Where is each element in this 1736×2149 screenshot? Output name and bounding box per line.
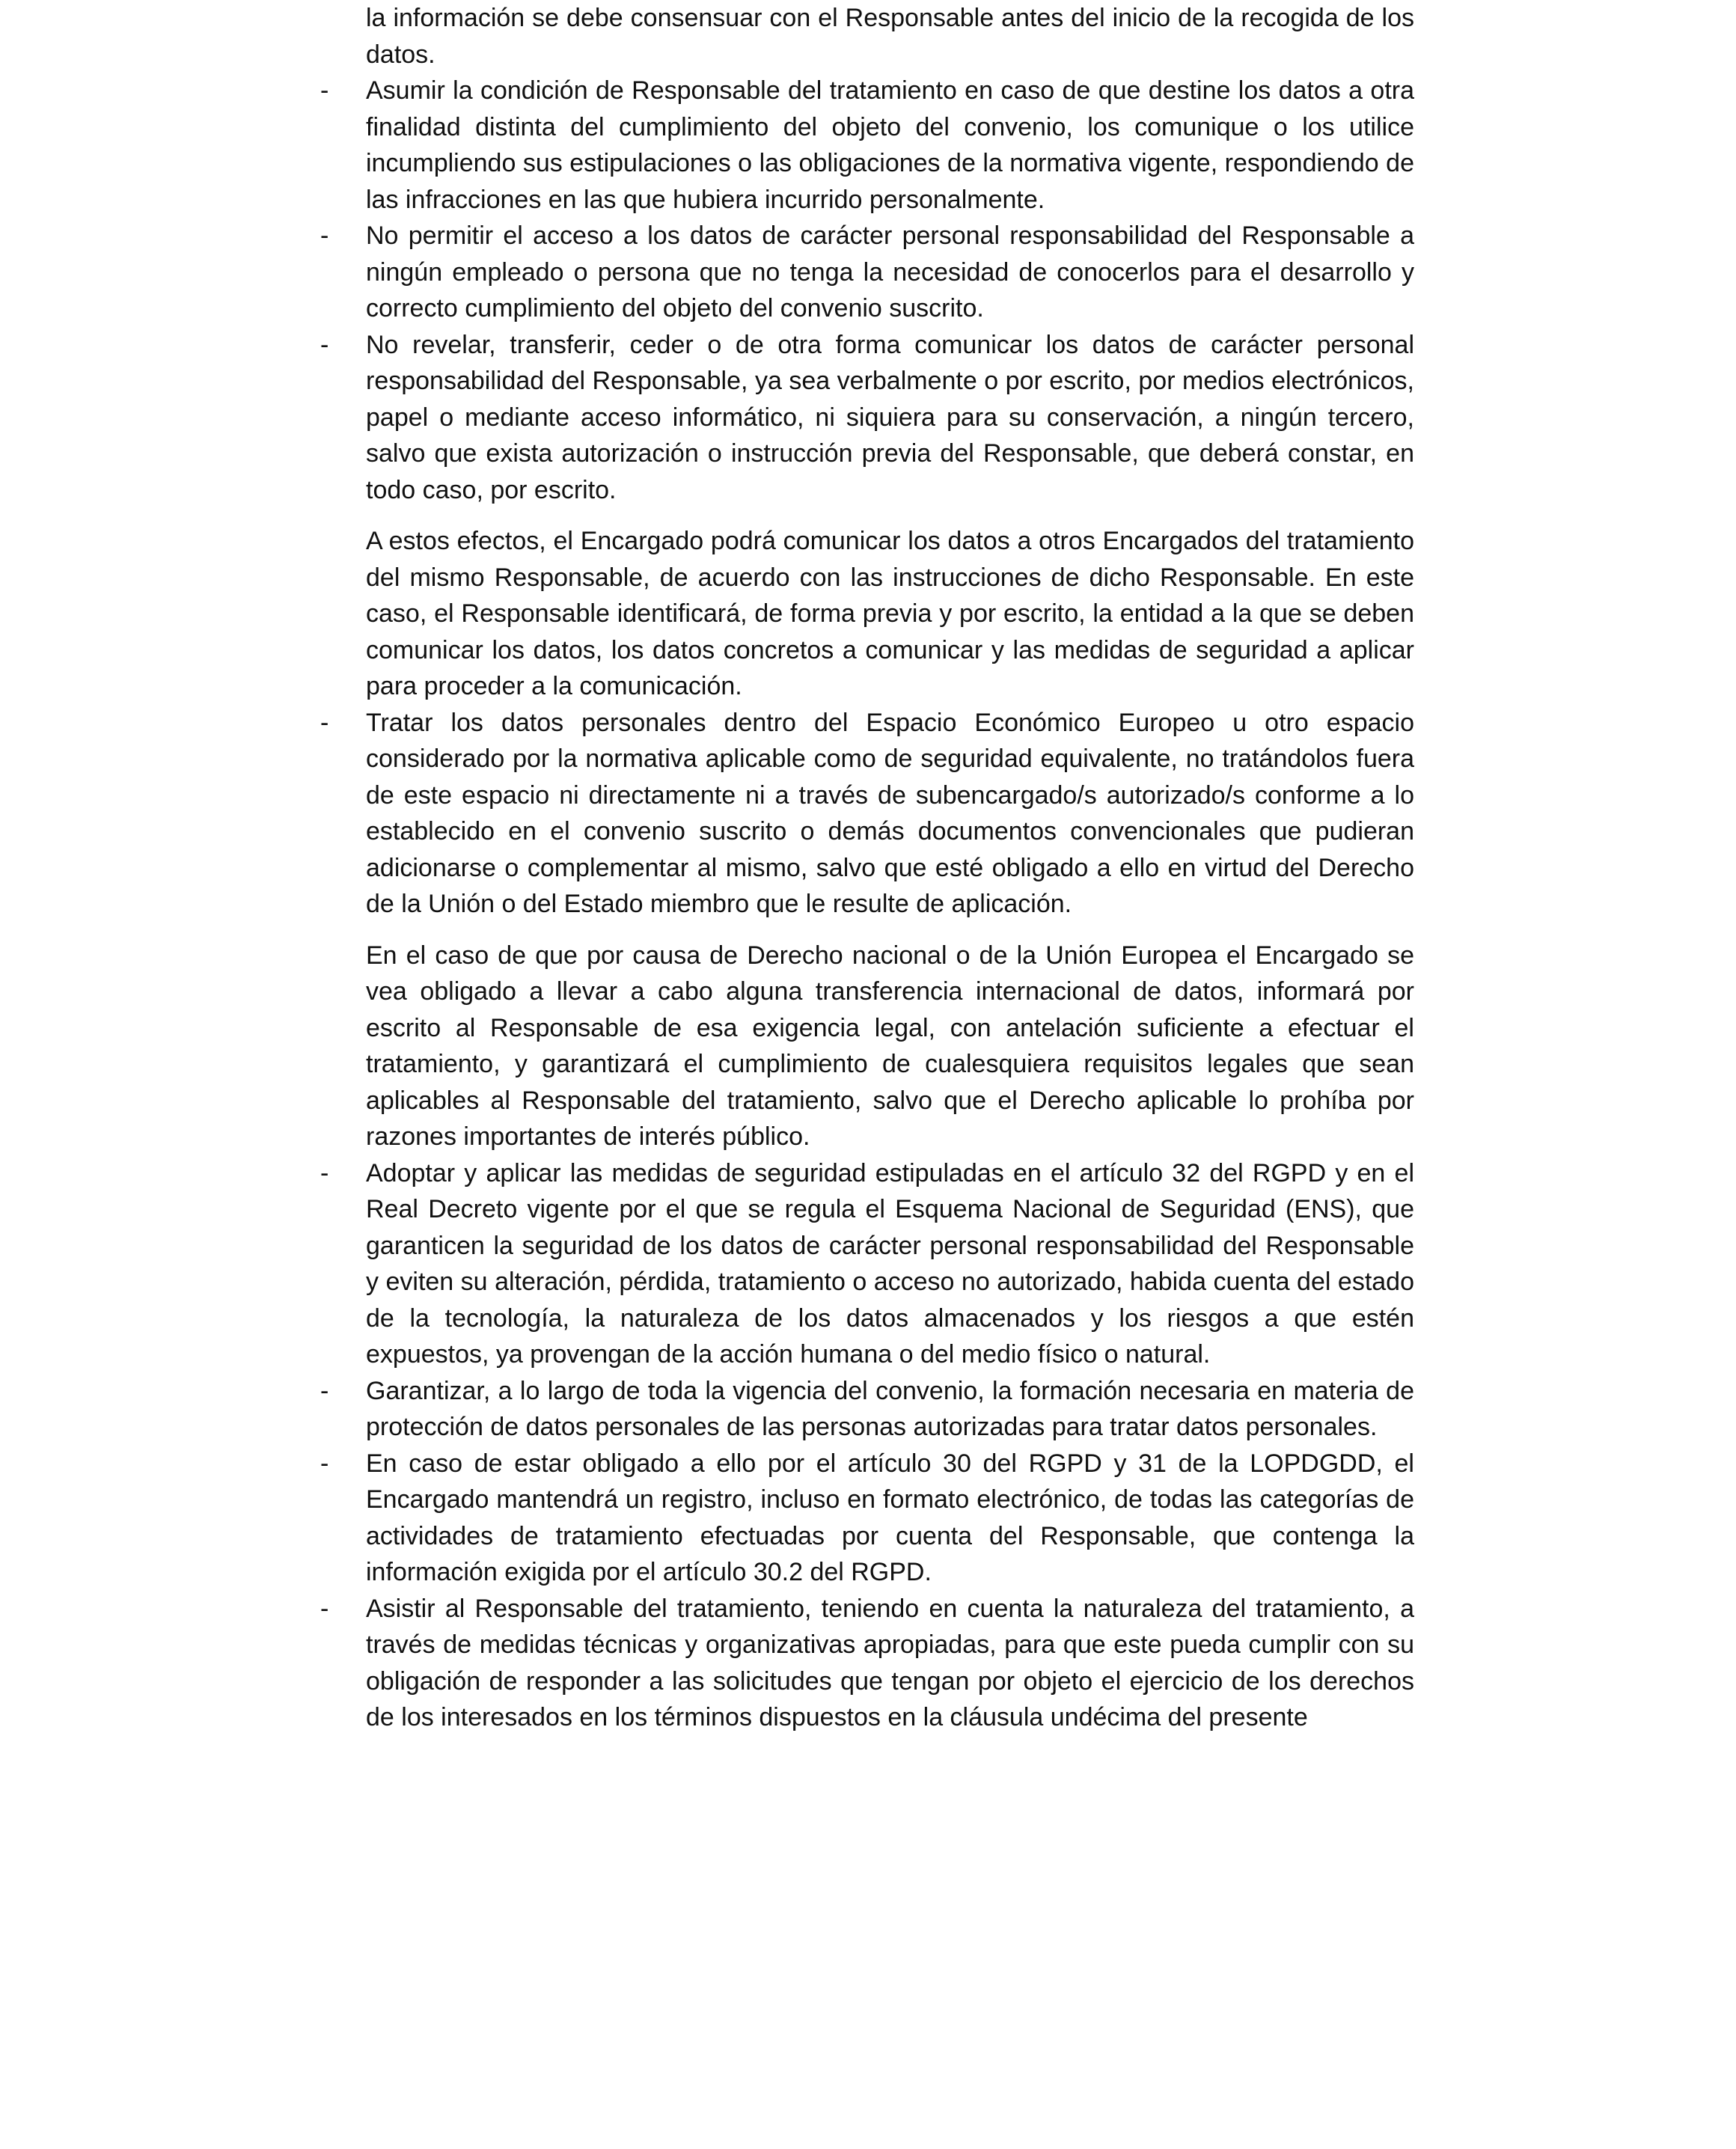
list-item-text: Tratar los datos personales dentro del Espacio Económico Europeo u otro espacio considerado por la normativa aplicable como de seguridad equivalente, no tratándolos fuera de este espacio ni directamente ni a través de subencargado/s autorizado/s conforme a lo establecido en el convenio suscrito o demás documentos convencionales que pudieran adicionarse o complementar al mismo, salvo que esté obligado a ello en virtud del Derecho de la Unión o del Estado miembro que le resulte de aplicación.	[366, 708, 1414, 918]
indented-paragraph: En el caso de que por causa de Derecho nacional o de la Unión Europea el Encargado se vea obligado a llevar a cabo alguna transferencia internacional de datos, informará por escrito al Responsable de esa exigencia legal, con antelación suficiente a efectuar el tratamiento, y garantizará el cumplimiento de cualesquiera requisitos legales que sean aplicables al Responsable del tratamiento, salvo que el Derecho aplicable lo prohíba por razones importantes de interés público.	[366, 941, 1414, 1151]
list-item	[320, 1591, 1414, 1736]
list-item-text: No permitir el acceso a los datos de carácter personal responsabilidad del Responsable a ningún empleado o persona que no tenga la necesidad de conocerlos para el desarrollo y correcto cumplimiento del objeto del convenio suscrito.	[366, 221, 1414, 322]
list-item-text: En caso de estar obligado a ello por el artículo 30 del RGPD y 31 de la LOPDGDD, el Encargado mantendrá un registro, incluso en formato electrónico, de todas las categorías de actividades de tratamiento efectuadas por cuenta del Responsable, que contenga la información exigida por el artículo 30.2 del RGPD.	[366, 1449, 1414, 1586]
list-item	[320, 1155, 1414, 1373]
bullet-dash: -	[320, 1449, 329, 1478]
bullet-dash: -	[320, 1158, 329, 1187]
bullet-dash: -	[320, 708, 329, 737]
bullet-dash: -	[320, 221, 329, 250]
list-item-text: Asumir la condición de Responsable del tratamiento en caso de que destine los datos a otra finalidad distinta del cumplimiento del objeto del convenio, los comunique o los utilice incumpliendo sus estipulaciones o las obligaciones de la normativa vigente, respondiendo de las infracciones en las que hubiera incurrido personalmente.	[366, 76, 1414, 214]
list-item	[320, 1373, 1414, 1446]
document-body	[320, 0, 1414, 1736]
list-item	[320, 705, 1414, 923]
list-item	[320, 1446, 1414, 1591]
bullet-dash: -	[320, 1594, 329, 1623]
list-item-text: Adoptar y aplicar las medidas de seguridad estipuladas en el artículo 32 del RGPD y en el Real Decreto vigente por el que se regula el Esquema Nacional de Seguridad (ENS), que garanticen la seguridad de los datos de carácter personal responsabilidad del Responsable y eviten su alteración, pérdida, tratamiento o acceso no autorizado, habida cuenta del estado de la tecnología, la naturaleza de los datos almacenados y los riesgos a que estén expuestos, ya provengan de la acción humana o del medio físico o natural.	[366, 1158, 1414, 1369]
continuation-paragraph: la información se debe consensuar con el Responsable antes del inicio de la recogida de los datos.	[366, 4, 1414, 69]
list-item	[320, 218, 1414, 327]
list-item	[320, 327, 1414, 509]
bullet-dash: -	[320, 330, 329, 359]
list-item-text: Asistir al Responsable del tratamiento, teniendo en cuenta la naturaleza del tratamiento, a través de medidas técnicas y organizativas apropiadas, para que este pueda cumplir con su obligación de responder a las solicitudes que tengan por objeto el ejercicio de los derechos de los interesados en los términos dispuestos en la cláusula undécima del presente	[366, 1594, 1414, 1731]
bullet-dash: -	[320, 76, 329, 105]
indented-paragraph: A estos efectos, el Encargado podrá comunicar los datos a otros Encargados del tratamiento del mismo Responsable, de acuerdo con las instrucciones de dicho Responsable. En este caso, el Responsable identificará, de forma previa y por escrito, la entidad a la que se deben comunicar los datos, los datos concretos a comunicar y las medidas de seguridad a aplicar para proceder a la comunicación.	[366, 527, 1414, 700]
list-item-text: Garantizar, a lo largo de toda la vigencia del convenio, la formación necesaria en materia de protección de datos personales de las personas autorizadas para tratar datos personales.	[366, 1376, 1414, 1441]
list-item	[320, 73, 1414, 218]
list-item-text: No revelar, transferir, ceder o de otra forma comunicar los datos de carácter personal responsabilidad del Responsable, ya sea verbalmente o por escrito, por medios electrónicos, papel o mediante acceso informático, ni siquiera para su conservación, a ningún tercero, salvo que exista autorización o instrucción previa del Responsable, que deberá constar, en todo caso, por escrito.	[366, 330, 1414, 504]
bullet-dash: -	[320, 1376, 329, 1405]
